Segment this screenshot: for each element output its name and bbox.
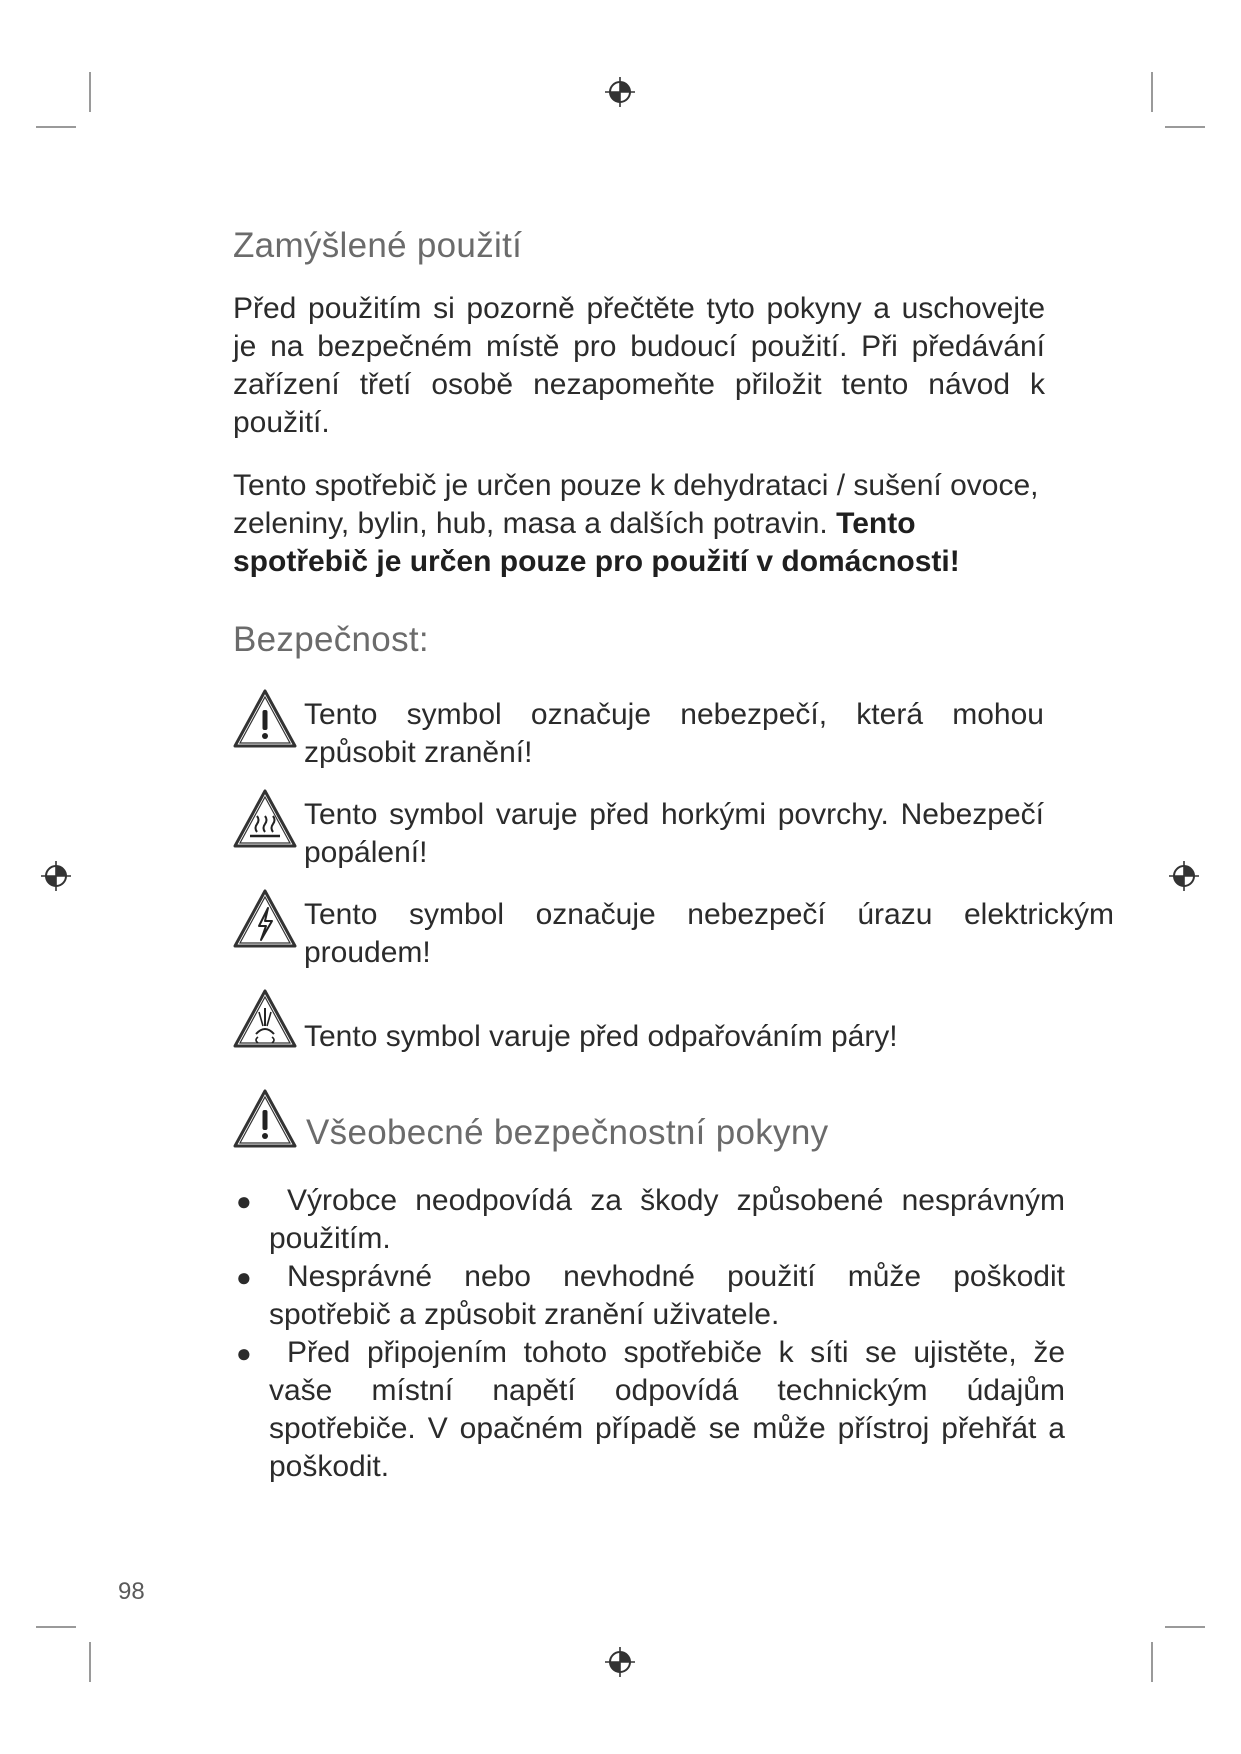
crop-mark-top-left-horizontal: [36, 126, 76, 128]
crop-mark-top-left-vertical: [89, 72, 91, 112]
warning-text: Tento symbol varuje před horkými povrchy. Nebezpečí popálení!: [304, 798, 1044, 869]
list-item: [233, 1334, 1065, 1486]
registration-mark-bottom-icon: [604, 1646, 636, 1678]
warning-text: Tento symbol označuje nebezpečí, která mohou způsobit zranění!: [304, 698, 1044, 769]
warning-text: Tento symbol označuje nebezpečí úrazu elektrickým proudem!: [304, 898, 1114, 969]
crop-mark-bottom-right-vertical: [1151, 1642, 1153, 1682]
crop-mark-top-right-vertical: [1151, 72, 1153, 112]
crop-mark-bottom-right-horizontal: [1165, 1626, 1205, 1628]
section-title-safety: Bezpečnost:: [233, 620, 429, 659]
warning-item: [232, 888, 1114, 969]
intended-use-paragraph-2: [233, 467, 1053, 581]
registration-mark-right-icon: [1168, 860, 1200, 892]
bullet-icon: ●: [236, 1186, 252, 1216]
warning-item: [232, 988, 1052, 1068]
section-title-intended-use: Zamýšlené použití: [233, 226, 523, 265]
warning-item: [232, 688, 1052, 768]
electric-shock-warning-icon: [232, 888, 298, 950]
crop-mark-top-right-horizontal: [1165, 126, 1205, 128]
exclamation-warning-icon: [232, 1088, 298, 1150]
list-item-text: Výrobce neodpovídá za škody způsobené nesprávným použitím.: [269, 1184, 1065, 1255]
household-use-notice: Tento spotřebič je určen pouze pro použití v domácnosti!: [233, 507, 960, 578]
warning-text: Tento symbol varuje před odpařováním páry!: [304, 1020, 898, 1053]
section-title-general-safety: Všeobecné bezpečnostní pokyny: [306, 1113, 829, 1152]
registration-mark-top-icon: [604, 76, 636, 108]
page-number: 98: [118, 1578, 145, 1605]
list-item: [233, 1182, 1065, 1258]
warning-item: [232, 788, 1052, 868]
registration-mark-left-icon: [40, 860, 72, 892]
list-item-text: Před připojením tohoto spotřebiče k síti se ujistěte, že vaše místní napětí odpovídá technickým údajům spotřebiče. V opačném případě se může přístroj přehřát a poškodit.: [269, 1336, 1065, 1483]
steam-warning-icon: [232, 988, 298, 1050]
exclamation-warning-icon: [232, 688, 298, 750]
crop-mark-bottom-left-vertical: [89, 1642, 91, 1682]
list-item-text: Nesprávné nebo nevhodné použití může poškodit spotřebič a způsobit zranění uživatele.: [269, 1260, 1065, 1331]
intended-use-text: Tento spotřebič je určen pouze k dehydrataci / sušení ovoce, zeleniny, bylin, hub, masa a dalších potravin.: [233, 469, 1039, 540]
intended-use-paragraph: Před použitím si pozorně přečtěte tyto pokyny a uschovejte je na bezpečném místě pro budoucí použití. Při předávání zařízení třetí osobě nezapomeňte přiložit tento návod k použití.: [233, 292, 1045, 439]
hot-surface-warning-icon: [232, 788, 298, 850]
bullet-icon: ●: [236, 1262, 252, 1292]
bullet-icon: ●: [236, 1338, 252, 1368]
general-safety-list: [233, 1182, 1065, 1486]
crop-mark-bottom-left-horizontal: [36, 1626, 76, 1628]
list-item: [233, 1258, 1065, 1334]
